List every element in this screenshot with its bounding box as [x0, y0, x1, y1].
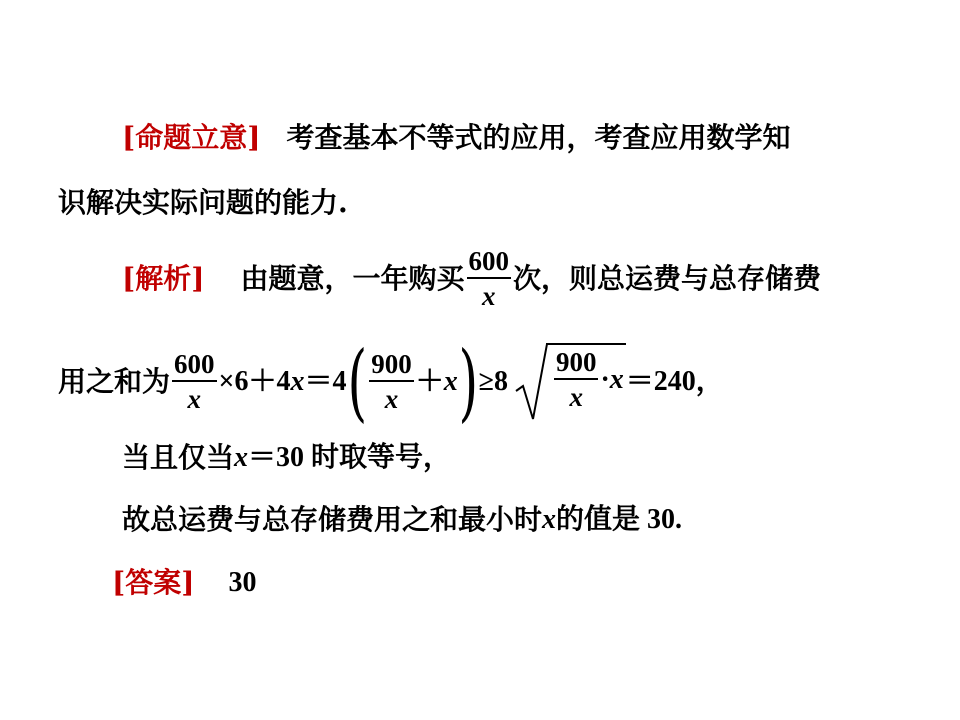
fraction-denominator: x	[187, 384, 202, 414]
right-paren: )	[458, 333, 479, 431]
conclusion-text-b: 的值是 30.	[556, 504, 683, 535]
fraction-denominator: x	[482, 281, 496, 311]
formula-line	[58, 333, 724, 431]
intent-line-1	[122, 121, 791, 154]
conclusion-line	[122, 503, 683, 536]
analysis-line-1	[122, 248, 821, 310]
answer-value: 30	[228, 567, 257, 598]
operator-geq: ≥8	[478, 366, 508, 397]
square-root	[514, 341, 626, 423]
condition-text-b: ＝30 时取等号，	[248, 442, 452, 473]
fraction-numerator: 600	[467, 248, 512, 279]
variable-x: x	[609, 364, 624, 395]
variable-x: x	[443, 366, 458, 397]
formula-prefix: 用之和为	[58, 365, 171, 398]
left-paren: (	[347, 333, 367, 431]
radical-sign-icon	[514, 341, 548, 423]
operator-plus: ＋	[415, 366, 444, 397]
fraction-numerator: 900	[554, 349, 599, 380]
condition-text-a: 当且仅当	[122, 441, 235, 474]
intent-text-cont: 识解决实际问题的能力.	[58, 186, 348, 219]
fraction-900-x-radicand	[554, 349, 599, 411]
fraction-900-x	[369, 351, 414, 413]
fraction-denominator: x	[384, 384, 399, 414]
operator-dot: ·	[600, 364, 610, 395]
fraction-600-x	[172, 351, 217, 413]
intent-line-2	[58, 186, 348, 219]
variable-x: x	[290, 366, 305, 397]
fraction-numerator: 900	[369, 351, 414, 382]
formula-result: ＝240，	[625, 366, 724, 397]
intent-tag: [命题立意]	[122, 121, 261, 154]
answer-line	[112, 566, 257, 599]
conclusion-text-a: 故总运费与总存储费用之和最小时	[122, 503, 543, 536]
operator-times: ×6＋4	[218, 366, 291, 397]
answer-tag: [答案]	[112, 566, 195, 599]
equality-condition-line	[122, 441, 452, 474]
variable-x: x	[234, 442, 249, 473]
analysis-text: 由题意，一年购买	[240, 262, 465, 295]
fraction-denominator: x	[569, 382, 583, 412]
analysis-tag: [解析]	[122, 262, 205, 295]
radicand	[546, 343, 626, 411]
fraction-numerator: 600	[172, 351, 217, 382]
fraction-purchases	[467, 248, 512, 310]
analysis-text-after: 次，则总运费与总存储费	[513, 262, 822, 295]
operator-equals: ＝4	[304, 366, 347, 397]
variable-x: x	[542, 504, 557, 535]
intent-text: 考查基本不等式的应用，考查应用数学知	[286, 121, 791, 154]
